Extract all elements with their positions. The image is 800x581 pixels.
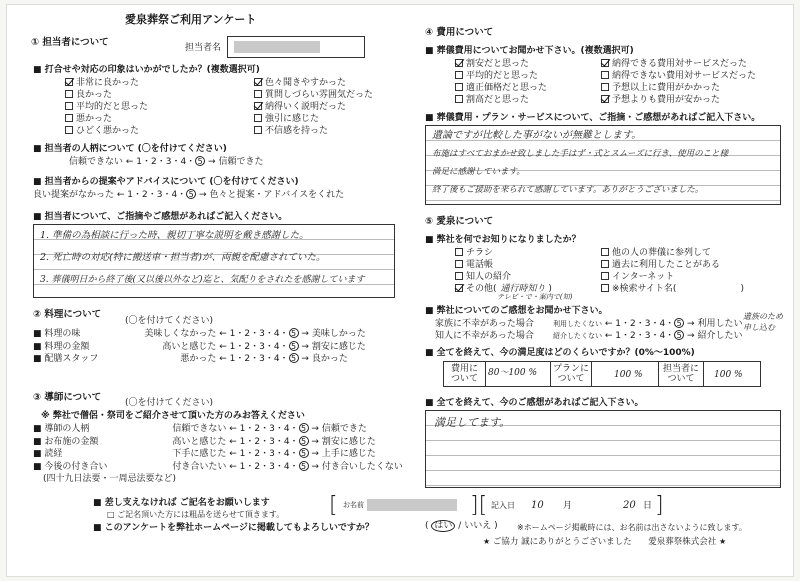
option-label: 電話帳 xyxy=(466,260,494,270)
scale-values: 1・2・3・4・ xyxy=(239,449,299,459)
s4-q1-label: 葬儀費用についてお聞かせ下さい。(複数選択可) xyxy=(436,46,634,56)
sat-value[interactable]: 100 % xyxy=(614,370,643,380)
option-label: 割高だと思った xyxy=(466,95,530,105)
s1-q4-label: 担当者について、ご指摘やご感想があればご記入ください。 xyxy=(44,212,288,222)
option-row[interactable] xyxy=(455,259,552,271)
option-row[interactable] xyxy=(254,101,373,113)
option-row[interactable] xyxy=(601,271,744,283)
handwritten-line: 遺論ですが比較した事がないが無難とします。 xyxy=(432,130,642,141)
checkbox[interactable] xyxy=(65,90,73,98)
section-title: 料理について xyxy=(44,309,102,320)
s3-rows xyxy=(33,423,403,486)
s2-hint: (〇を付けてください) xyxy=(125,316,214,326)
checkbox[interactable] xyxy=(65,102,73,110)
checkbox[interactable] xyxy=(455,83,463,91)
scale-values: 1・2・3・4・ xyxy=(136,157,196,167)
checkbox[interactable] xyxy=(455,260,463,268)
option-row[interactable]: ※検索サイト名( ) xyxy=(601,283,744,295)
option-label: 割安だと思った xyxy=(466,59,530,69)
s4-q2: ■ 葬儀費用・プラン・サービスについて、ご指摘・ご感想があればご記入下さい。 xyxy=(425,113,761,123)
s5-q2-rows xyxy=(435,318,742,342)
footer-name-field[interactable] xyxy=(367,499,457,511)
checkbox[interactable] xyxy=(455,284,463,292)
s4-q2-label: 葬儀費用・プラン・サービスについて、ご指摘・ご感想があればご記入下さい。 xyxy=(436,113,761,123)
circled-answer: 5 xyxy=(195,156,205,166)
sat-value[interactable]: 100 % xyxy=(714,370,743,380)
checkbox[interactable] xyxy=(455,59,463,67)
option-row[interactable] xyxy=(455,70,547,82)
option-row[interactable] xyxy=(254,77,373,89)
survey-sheet xyxy=(6,4,794,577)
scale-left: 高いと感じた xyxy=(172,436,227,447)
footer-day[interactable]: 20 xyxy=(623,500,636,511)
s5-q1-label: 弊社を何でお知りになりましたか？ xyxy=(436,235,581,245)
scale-values: 1・2・3・4・ xyxy=(615,319,675,329)
footer-date-label: 記入日 xyxy=(491,501,515,510)
option-label: 質問しづらい雰囲気だった xyxy=(265,90,374,100)
s3-extra: (四十九日法要・一周忌法要など) xyxy=(43,474,177,484)
section-number: ④ xyxy=(425,27,434,38)
row-label: 導師の人柄 xyxy=(44,424,90,434)
satisfaction-table xyxy=(443,361,761,387)
footer-note2: ※ホームページ掲載時には、お名前は出さないように致します。 xyxy=(517,523,747,532)
option-label: 納得できない費用対サービスだった xyxy=(612,71,757,81)
s5-q2: ■ 弊社についてのご感想をお聞かせ下さい。 xyxy=(425,306,608,316)
sat-key-line: ついて xyxy=(667,374,695,385)
s5-options-right xyxy=(601,247,744,295)
row-label: 知人に不幸があった場合 xyxy=(435,331,534,341)
option-label: 平均的だと思った xyxy=(76,102,149,112)
option-row[interactable]: その他( 通行時知り ) xyxy=(455,283,552,295)
row-label: 今後の付き合い xyxy=(44,461,108,472)
checkbox[interactable] xyxy=(455,272,463,280)
section-1-heading xyxy=(31,38,109,49)
option-label: 知人の紹介 xyxy=(466,272,512,282)
option-row[interactable] xyxy=(254,89,373,101)
s1-q3-label: 担当者からの提案やアドバイスについて (〇を付けてください) xyxy=(44,177,299,187)
sat-key-line: 担当者に xyxy=(662,364,699,374)
s5-q3: ■ 全てを終えて、今の満足度はどのくらいですか？(0%〜100%) xyxy=(425,348,695,358)
s4-q1: ■ 葬儀費用についてお聞かせ下さい。(複数選択可) xyxy=(425,46,634,56)
redacted-name xyxy=(367,499,457,511)
section-5-heading xyxy=(425,217,493,228)
option-row[interactable] xyxy=(601,70,756,82)
footer-q1: ■ 差し支えなければ ご記名をお願いします xyxy=(93,498,270,508)
handwritten-line: 布施はすべておまかせ致しました手はず・式とスムーズに行き、使用のこと様 xyxy=(432,149,729,159)
final-comment-box[interactable] xyxy=(425,410,781,488)
section-number: ② xyxy=(33,309,42,320)
circled-answer: 5 xyxy=(299,461,309,471)
scale-values: 1・2・3・4・ xyxy=(229,329,289,339)
scale-right: 紹介したい xyxy=(697,331,743,341)
sat-key-line: プランに xyxy=(552,364,589,374)
s5-q2-label: 弊社についてのご感想をお聞かせ下さい。 xyxy=(436,306,608,316)
checkbox[interactable] xyxy=(601,95,609,103)
s1-q4: ■ 担当者について、ご指摘やご感想があればご記入ください。 xyxy=(33,212,288,222)
scale-right: 利用したい xyxy=(697,319,743,329)
sat-value[interactable]: 80〜100 % xyxy=(488,368,538,378)
s1-q1-options-right xyxy=(254,77,373,137)
section-title: 愛泉について xyxy=(436,216,494,227)
s5-q1: ■ 弊社を何でお知りになりましたか？ xyxy=(425,235,581,245)
scale-left: 信頼できない xyxy=(172,424,227,434)
bracket-left: [ xyxy=(329,493,338,518)
s1-q2-label: 担当者の人柄について (〇を付けてください) xyxy=(44,144,227,154)
publish-choice[interactable]: ( はい / いいえ ) xyxy=(425,521,498,531)
option-label: 不信感を持った xyxy=(265,126,329,136)
circled-answer: 5 xyxy=(289,328,299,338)
handwritten-line: 満足に感謝しています。 xyxy=(432,167,525,177)
scale-left: 信頼できない xyxy=(69,157,124,167)
s1-q2-scale[interactable]: 信頼できない ← 1・2・3・4・ 5 → 信頼できた xyxy=(69,157,264,167)
checkbox[interactable] xyxy=(455,71,463,79)
option-row[interactable] xyxy=(65,89,148,101)
handwritten-line: 2. 死亡時の対応(特に搬送車・担当者)が、両親を配慮されていた。 xyxy=(40,252,326,263)
scale-values: 1・2・3・4・ xyxy=(127,190,187,200)
footer-month-unit: 月 xyxy=(563,501,573,511)
handwritten-line: 終了後もご援助を来られて感謝しています。ありがとうございました。 xyxy=(432,185,704,195)
circled-answer: 5 xyxy=(289,353,299,363)
footer-note1: □ ご記名頂いた方には粗品を送らせて頂きます。 xyxy=(107,510,285,519)
s1-q3: ■ 担当者からの提案やアドバイスについて (〇を付けてください) xyxy=(33,177,299,187)
option-row[interactable] xyxy=(65,101,148,113)
footer-month[interactable]: 10 xyxy=(531,500,544,511)
thanks-text: ご協力 誠にありがとうございました xyxy=(492,537,632,547)
rating-row[interactable]: ■ 配膳スタッフ 悪かった ← 1・2・3・4・ 5 → 良かった xyxy=(33,354,348,364)
checkbox[interactable] xyxy=(601,284,609,292)
footer-thanks-row xyxy=(483,537,726,548)
footer-note1-text: ご記名頂いた方には粗品を送らせて頂きます。 xyxy=(117,510,285,519)
scale-values: 1・2・3・4・ xyxy=(239,436,299,447)
option-row[interactable] xyxy=(601,259,744,271)
footer-q2: ■ このアンケートを弊社ホームページに掲載してもよろしいですか？ xyxy=(93,523,374,533)
sat-key-line: ついて xyxy=(557,374,585,385)
row-label: 家族に不幸があった場合 xyxy=(435,319,534,329)
sat-key xyxy=(658,362,704,386)
scale-right: 信頼できた xyxy=(321,424,367,434)
checkbox[interactable] xyxy=(254,78,262,86)
s1-q1-label: 打合せや対応の印象はいかがでしたか？(複数選択可) xyxy=(44,65,260,75)
scale-left: 良い提案がなかった xyxy=(33,190,115,200)
section-2-heading xyxy=(33,310,101,321)
s3-note: ※ 弊社で僧侶・祭司をご紹介させて頂いた方のみお答えください xyxy=(41,411,305,421)
section-title: 担当者について xyxy=(42,37,109,48)
scale-values: 1・2・3・4・ xyxy=(229,341,289,352)
option-label: インターネット xyxy=(612,272,675,282)
sat-key xyxy=(550,362,592,386)
checkbox[interactable] xyxy=(601,248,609,256)
checkbox[interactable] xyxy=(65,126,73,134)
row-label: お布施の金額 xyxy=(44,436,99,447)
checkbox[interactable] xyxy=(455,248,463,256)
section-number: ③ xyxy=(33,392,42,403)
section-title: 導師について xyxy=(44,392,102,403)
option-label: 予想よりも費用が安かった xyxy=(612,95,721,105)
scale-values: 1・2・3・4・ xyxy=(229,354,289,364)
option-label: 過去に利用したことがある xyxy=(612,260,721,270)
redacted-name xyxy=(234,41,320,53)
scale-values: 1・2・3・4・ xyxy=(239,461,299,472)
option-label: 適正価格だと思った xyxy=(466,83,548,93)
yes-option[interactable]: はい xyxy=(431,520,455,532)
option-label: 良かった xyxy=(76,90,113,100)
row-label: 料理の金額 xyxy=(44,341,90,352)
row-label: 料理の味 xyxy=(44,329,81,339)
scale-right: 割安に感じた xyxy=(321,436,376,447)
option-row[interactable] xyxy=(455,82,547,94)
section-number: ⑤ xyxy=(425,216,434,227)
option-label: 非常に良かった xyxy=(76,78,140,88)
section-number: ① xyxy=(31,37,40,48)
option-label: ※検索サイト名( xyxy=(612,284,677,294)
scale-right: 上手に感じた xyxy=(321,449,376,459)
s4-comment-box[interactable] xyxy=(425,125,781,205)
star-icon: ★ xyxy=(719,537,727,546)
circled-answer: 5 xyxy=(299,423,309,433)
s2-rows xyxy=(33,328,366,366)
checkbox[interactable] xyxy=(601,272,609,280)
scale-right: 信頼できた xyxy=(218,157,264,167)
circled-answer: 5 xyxy=(289,341,299,351)
checkbox[interactable] xyxy=(65,114,73,122)
rating-row[interactable]: ■ 導師の人柄 信頼できない ← 1・2・3・4・ 5 → 信頼できた xyxy=(33,424,367,434)
option-label: 納得できる費用対サービスだった xyxy=(612,59,748,69)
sat-key-line: 費用に xyxy=(450,364,478,374)
checkbox[interactable] xyxy=(455,95,463,103)
bracket-right: ] xyxy=(655,493,664,518)
option-row[interactable] xyxy=(65,125,148,137)
option-label: 悪かった xyxy=(76,114,113,124)
handwritten-line: 3. 葬儀明日から終了後(又以後以外など)迄と、気配りをされたを感謝しています xyxy=(40,275,365,285)
option-row[interactable] xyxy=(65,113,148,125)
scale-left: 下手に感じた xyxy=(172,449,227,459)
circled-answer: 5 xyxy=(186,189,196,199)
scale-values: 1・2・3・4・ xyxy=(615,331,675,341)
s3-hint: (〇を付けてください) xyxy=(125,398,214,408)
option-row[interactable] xyxy=(65,77,148,89)
company-name: 愛泉葬祭株式会社 xyxy=(648,537,717,547)
checkbox[interactable] xyxy=(601,83,609,91)
scale-values: 1・2・3・4・ xyxy=(239,424,299,434)
scale-right: 付き合いしたくない xyxy=(321,461,403,472)
checkbox[interactable] xyxy=(254,102,262,110)
option-row[interactable] xyxy=(601,58,756,70)
handwritten-line: 1. 準備の為相談に行った時、親切丁寧な説明を戴き感謝した。 xyxy=(40,230,309,241)
staff-name-field[interactable] xyxy=(227,36,365,58)
row-label: 配膳スタッフ xyxy=(44,354,99,364)
s1-q1-options-left xyxy=(65,77,148,137)
section-3-heading xyxy=(33,393,101,404)
rating-row[interactable]: ■ 今後の付き合い 付き合いたい ← 1・2・3・4・ 5 → 付き合いしたくない xyxy=(33,461,403,472)
option-label: 納得いく説明だった xyxy=(265,102,347,112)
checkbox[interactable] xyxy=(601,59,609,67)
option-label: 予想以上に費用がかかった xyxy=(612,83,721,93)
footer-name-label: お名前 xyxy=(343,501,364,509)
option-label: 平均的だと思った xyxy=(466,71,539,81)
option-row[interactable] xyxy=(601,247,744,259)
section-title: 費用について xyxy=(436,27,494,38)
family-row[interactable]: 家族に不幸があった場合 利用したくない ← 1・2・3・4・ 5 → 利用したい xyxy=(435,319,743,329)
section-4-heading xyxy=(425,28,493,39)
checkbox[interactable] xyxy=(65,78,73,86)
scale-left: 付き合いたい xyxy=(172,461,227,472)
footer-q1-label: 差し支えなければ ご記名をお願いします xyxy=(104,498,270,508)
checkbox[interactable] xyxy=(254,90,262,98)
circled-answer: 5 xyxy=(674,318,684,328)
s5-q4: ■ 全てを終えて、今のご感想があればご記入下さい。 xyxy=(425,398,644,408)
scale-left: 利用したくない xyxy=(553,320,602,328)
s1-comment-box[interactable] xyxy=(33,224,395,298)
s5-options-left xyxy=(455,247,552,295)
friend-row[interactable]: 知人に不幸があった場合 紹介したくない ← 1・2・3・4・ 5 → 紹介したい xyxy=(435,331,743,341)
option-label: 強引に感じた xyxy=(265,114,320,124)
scale-right: 色々と提案・アドバイスをくれた xyxy=(209,190,345,200)
s1-q3-scale[interactable]: 良い提案がなかった ← 1・2・3・4・ 5 → 色々と提案・アドバイスをくれた xyxy=(33,190,345,200)
circled-answer: 5 xyxy=(674,330,684,340)
option-label: ひどく悪かった xyxy=(76,126,140,136)
option-label: 他の人の葬儀に参列して xyxy=(612,248,712,258)
scale-left: 高いと感じた xyxy=(162,341,217,352)
side-handwriting: 遺族のため申し込む xyxy=(743,312,783,332)
s5-q4-label: 全てを終えて、今のご感想があればご記入下さい。 xyxy=(436,398,644,408)
rating-row[interactable]: ■ 料理の金額 高いと感じた ← 1・2・3・4・ 5 → 割安に感じた xyxy=(33,341,366,352)
scale-right: 割安に感じた xyxy=(311,341,366,352)
rating-row[interactable]: ■ 料理の味 美味しくなかった ← 1・2・3・4・ 5 → 美味しかった xyxy=(33,329,366,339)
s4-options-right xyxy=(601,58,756,106)
checkbox[interactable] xyxy=(254,114,262,122)
sat-key-line: ついて xyxy=(450,374,478,385)
circled-answer: 5 xyxy=(299,448,309,458)
option-label: チラシ xyxy=(466,248,494,258)
row-label: 読経 xyxy=(44,449,63,459)
checkbox[interactable] xyxy=(254,126,262,134)
scale-right: 美味しかった xyxy=(311,329,366,339)
rating-row[interactable]: ■ 読経 下手に感じた ← 1・2・3・4・ 5 → 上手に感じた xyxy=(33,449,376,459)
page-title: 愛泉葬祭ご利用アンケート xyxy=(125,13,257,26)
circled-answer: 5 xyxy=(299,436,309,446)
scale-left: 紹介したくない xyxy=(553,332,602,340)
rating-row[interactable]: ■ お布施の金額 高いと感じた ← 1・2・3・4・ 5 → 割安に感じた xyxy=(33,436,376,447)
footer-day-unit: 日 xyxy=(643,501,653,511)
handwritten-line: 満足してます。 xyxy=(434,416,511,429)
option-row[interactable] xyxy=(455,94,547,106)
option-row[interactable] xyxy=(254,113,373,125)
option-row[interactable] xyxy=(455,247,552,259)
footer-q2-label: このアンケートを弊社ホームページに掲載してもよろしいですか？ xyxy=(104,523,374,533)
staff-name-label: 担当者名 xyxy=(185,43,222,53)
option-row[interactable] xyxy=(254,125,373,137)
other-handwriting: 通行時知り xyxy=(500,284,546,294)
s1-q1: ■ 打合せや対応の印象はいかがでしたか？(複数選択可) xyxy=(33,65,260,75)
scale-left: 悪かった xyxy=(180,354,217,364)
checkbox[interactable] xyxy=(601,71,609,79)
star-icon: ★ xyxy=(483,537,491,546)
option-row[interactable] xyxy=(455,271,552,283)
bracket-middle: ][ xyxy=(470,493,488,518)
s5-q3-label: 全てを終えて、今の満足度はどのくらいですか？(0%〜100%) xyxy=(436,348,695,358)
option-label: 色々聞きやすかった xyxy=(265,78,347,88)
option-label: その他( xyxy=(466,284,497,294)
s4-options-left xyxy=(455,58,547,106)
option-row[interactable] xyxy=(455,58,547,70)
sat-key xyxy=(444,362,486,386)
option-row[interactable] xyxy=(601,82,756,94)
other-handwriting-2: テレビ・で・案内で(知) xyxy=(497,293,573,301)
no-option[interactable]: いいえ xyxy=(464,521,492,531)
scale-left: 美味しくなかった xyxy=(144,329,217,339)
option-row[interactable] xyxy=(601,94,756,106)
scale-right: 良かった xyxy=(311,354,348,364)
checkbox[interactable] xyxy=(601,260,609,268)
s1-q2: ■ 担当者の人柄について (〇を付けてください) xyxy=(33,144,227,154)
choice-separator: / xyxy=(458,521,462,531)
